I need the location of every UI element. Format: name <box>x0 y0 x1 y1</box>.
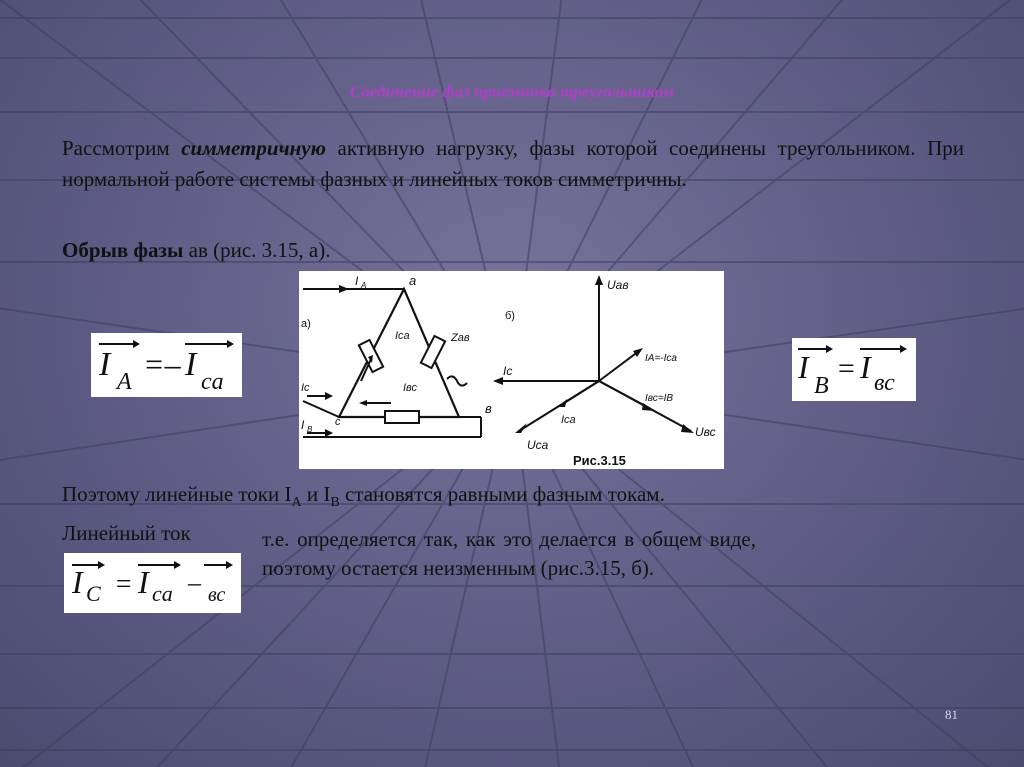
formula-ia <box>91 333 242 397</box>
slide-title: Соединение фаз приемника треугольником <box>349 82 675 101</box>
formula-ic-lhs: I <box>72 564 83 600</box>
figure-vec-ubc: Uвс <box>695 425 716 439</box>
figure-vec-ica: Ica <box>561 414 576 426</box>
formula-ia-op: =– <box>143 346 181 382</box>
page-number: 81 <box>945 707 958 722</box>
figure-eq-ia: IA=-Ica <box>645 353 677 364</box>
linear-currents-sentence <box>62 482 665 511</box>
figure-current-ia-sub: A <box>361 281 367 290</box>
formula-ia-rhs-sub: ca <box>201 369 224 395</box>
intro-start: Рассмотрим <box>62 136 182 160</box>
figure-phase-zab: Zав <box>451 332 470 344</box>
figure-node-c: с <box>335 416 341 428</box>
para3-sub-b: B <box>330 495 340 511</box>
intro-rest: активную нагрузку, фазы которой соединены треугольником. При нормальной работе системы фазных и линейных токов симметричны. <box>62 136 964 191</box>
linear-current-label: Линейный ток <box>62 521 191 545</box>
figure-vec-uab: Uав <box>607 278 629 292</box>
figure-current-ic: Ic <box>301 382 310 394</box>
figure-current-ib: I <box>301 418 305 432</box>
figure-phase-ica: Ica <box>395 330 410 342</box>
phase-break-heading <box>62 238 330 263</box>
figure-3-15 <box>299 271 724 469</box>
formula-ib-lhs: I <box>798 349 809 385</box>
para3-a: Поэтому линейные токи I <box>62 482 292 506</box>
figure-caption: Рис.3.15 <box>573 453 626 468</box>
intro-emphasis: симметричную <box>181 136 326 160</box>
figure-phase-ibc: Iвс <box>403 382 418 394</box>
phase-break-bold: Обрыв фазы <box>62 238 184 262</box>
figure-node-a: а <box>409 273 417 288</box>
formula-ic-lhs-sub: C <box>86 581 101 606</box>
formula-ib-op: = <box>836 352 857 385</box>
figure-node-b: в <box>485 401 492 416</box>
figure-vec-ic: Ic <box>503 364 513 378</box>
para3-c: становятся равными фазным токам. <box>339 482 665 506</box>
phase-break-rest: ав (рис. 3.15, а). <box>183 238 331 262</box>
formula-ia-lhs-sub: A <box>117 369 132 395</box>
formula-ia-rhs: I <box>185 346 197 383</box>
formula-ib <box>792 338 916 401</box>
formula-ic-op2: – <box>188 568 201 597</box>
formula-ic <box>64 553 241 613</box>
figure-label-a: а) <box>301 318 311 330</box>
formula-ic-rhs2-sub: вс <box>208 584 226 606</box>
figure-eq-ib: Iвс=IB <box>645 393 674 404</box>
formula-ia-lhs: I <box>99 346 111 383</box>
figure-current-ib-sub: B <box>307 425 313 434</box>
figure-label-b: б) <box>505 310 515 322</box>
para3-sub-a: A <box>291 495 302 511</box>
formula-ic-rhs-sub: ca <box>152 581 173 606</box>
figure-current-ia: I <box>355 274 359 288</box>
formula-ib-lhs-sub: B <box>814 373 829 399</box>
formula-ib-rhs-sub: вс <box>874 370 895 396</box>
formula-ic-op: = <box>114 569 133 600</box>
formula-ib-rhs: I <box>860 349 871 385</box>
linear-current-explanation: т.е. определяется так, как это делается в общем виде, поэтому остается неизменным (рис.3.15, б). <box>262 527 756 580</box>
formula-ic-rhs: I <box>138 564 149 600</box>
para3-b: и I <box>301 482 331 506</box>
figure-vec-uca: Uca <box>527 438 549 452</box>
intro-paragraph <box>62 133 964 195</box>
